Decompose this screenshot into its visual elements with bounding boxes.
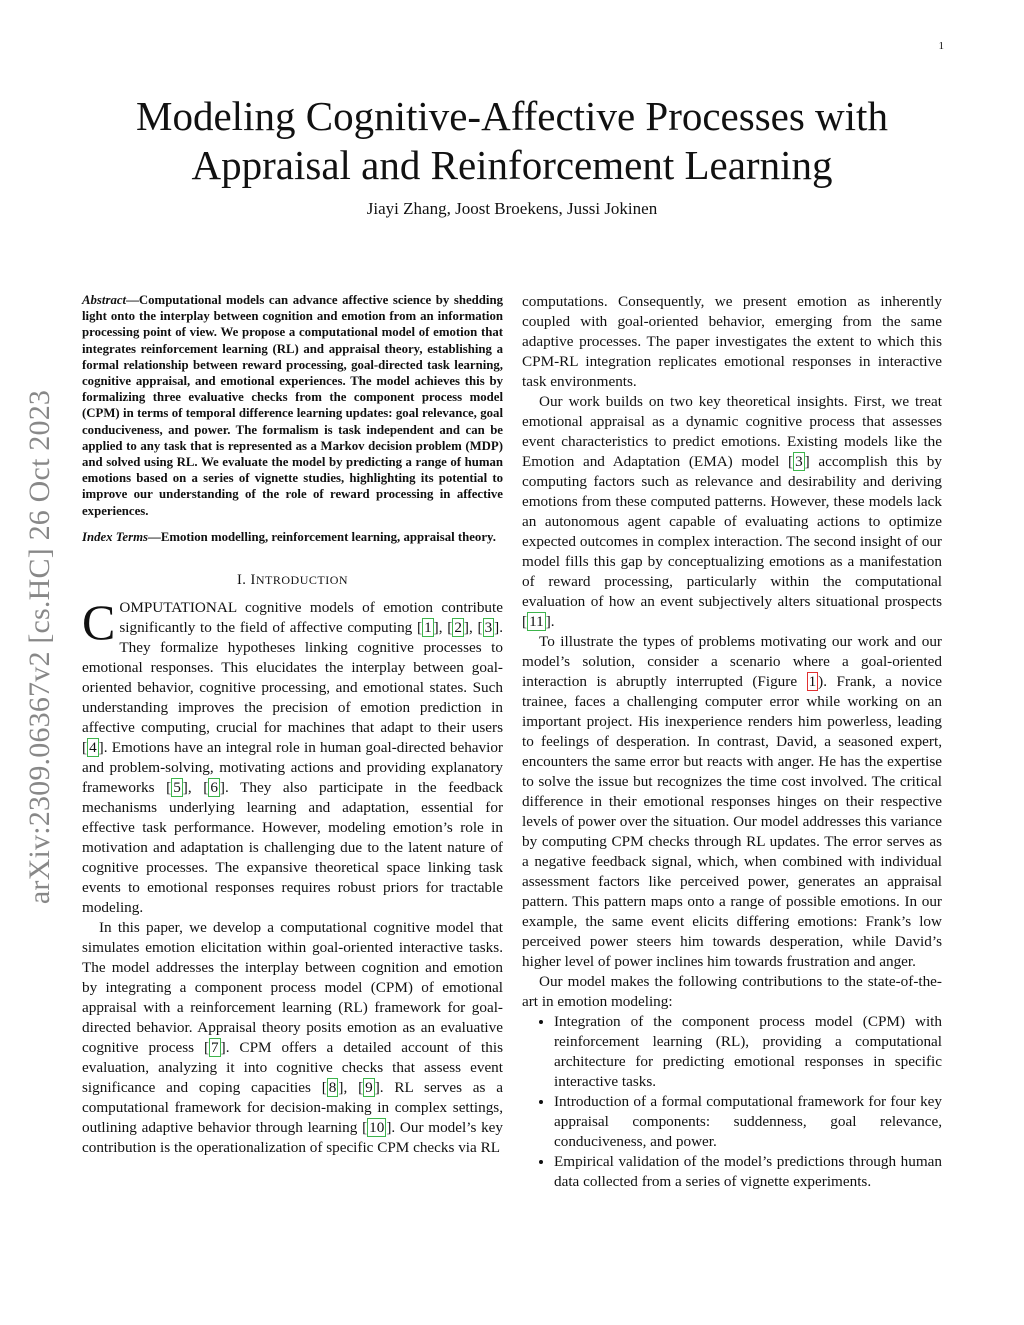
citation-link[interactable]: 3 <box>795 453 803 470</box>
title-line-1: Modeling Cognitive-Affective Processes with <box>136 93 888 139</box>
citation-link[interactable]: 10 <box>369 1119 385 1137</box>
index-terms <box>82 529 503 545</box>
text: . They formalize hypotheses linking cognitive processes to emotional responses. This elucidates the interplay between goal-oriented behavior, cognitive processing, and emotional states. Such understanding improves the precision of emotion prediction in affective computing, crucial for machines that adapt to their users <box>82 619 504 737</box>
text: ). Frank, a novice trainee, faces a challenging computer error while working on an important project. His inexperience renders him powerless, leading to feelings of desperation. In contrast, David, a seasoned expert, encounters the same error but reacts with anger. He has the expertise to solve the issue but recognizes the time cost involved. The critical difference in their emotional responses hinges on their respective levels of power over the situation. Our model addresses this variance by computing CPM checks through RL updates. The error serves as a negative feedback signal, which, when combined with individual assessment factors like perceived power, generates an appraisal pattern. This pattern maps onto a range of possible emotions. In our example, the same event elicits differing emotions: Frank’s low perceived power steers him towards desperation, while David’s higher level of power inclines him towards frustration and anger. <box>522 673 942 970</box>
index-terms-text: —Emotion modelling, reinforcement learning, appraisal theory. <box>148 529 496 544</box>
text: . Our model’s key contribution is the operationalization of specific CPM checks via RL <box>82 1119 504 1157</box>
citation-link[interactable]: 4 <box>89 739 97 757</box>
right-paragraph-1: computations. Consequently, we present emotion as inherently coupled with goal-oriented behavior, emerging from the same adaptive processes. The paper investigates the extent to which this CPM-RL integration replicates emotional responses in interactive task environments. <box>522 293 942 390</box>
dropcap: C <box>82 594 116 651</box>
text: Our work builds on two key theoretical insights. First, we treat emotional appraisal as a dynamic cognitive process that assesses event characteristics to predict emotions. Existing models like the Emotion and Adaptation (EMA) model <box>522 393 942 470</box>
arxiv-identifier: arXiv:2309.06367v2 [cs.HC] 26 Oct 2023 <box>23 389 56 905</box>
contributions-list <box>522 1012 942 1192</box>
citation-link[interactable]: 5 <box>173 779 181 797</box>
citation-link[interactable]: 1 <box>424 619 432 637</box>
text: , <box>468 619 478 637</box>
page-number: 1 <box>938 40 944 52</box>
text: accomplish this by computing factors such as relevance and desirability and deriving emotions from these computed patterns. However, these models lack an autonomous agent capable of evaluating actions to optimize expected outcomes in complex interaction. The second insight of our model fills this gap by conceptualizing emotions as a manifestation of reward processing, particularly within the computational evaluation of how an event subjectively alters situational prospects <box>522 453 942 610</box>
citation-link[interactable]: 2 <box>454 619 462 637</box>
index-terms-label: Index Terms <box>82 529 149 544</box>
section-title-rest: NTRODUCTION <box>255 573 349 588</box>
citation-link[interactable]: 9 <box>365 1079 373 1097</box>
intro-paragraph-1: COMPUTATIONAL cognitive models of emotion contribute significantly to the field of affective computing [ 1 ], [ 2 ], [ 3 ]. They formalize hypotheses linking cognitive processes to emotional responses. This elucidates the interplay between goal-oriented behavior, cognitive processing, and emotional states. Such understanding improves the precision of emotion prediction in affective computing, crucial for machines that adapt to their users [ 4 ]. Emotions have an integral role in human goal-directed behavior and problem-solving, motivating actions and providing explanatory frameworks [ 5 ], [ 6 ]. They also participate in the feedback mechanisms underlying learning and adaptation, essential for effective task performance. However, modeling emotion’s role in motivation and adaptation is challenging due to the latent nature of cognitive processes. The expansive theoretical space linking task events to emotional responses requires robust priors for tractable modeling. <box>82 594 504 917</box>
section-title-initial: I <box>250 572 256 589</box>
figure-link[interactable]: 1 <box>808 673 817 690</box>
abstract-label: Abstract <box>82 293 127 307</box>
authors: Jiayi Zhang, Joost Broekens, Jussi Jokinen <box>366 199 658 218</box>
text: , <box>187 779 204 797</box>
text: To illustrate the types of problems motivating our work and our model’s solution, consider a scenario where a goal-oriented interaction is abruptly interrupted (Figure <box>522 633 942 690</box>
citation-link[interactable]: 7 <box>211 1039 219 1057</box>
paper-title <box>0 92 1024 190</box>
right-paragraph-3 <box>522 632 942 972</box>
citation-link[interactable]: 3 <box>484 619 493 637</box>
right-paragraph-2: Our work builds on two key theoretical insights. First, we treat emotional appraisal as a dynamic cognitive process that assesses event characteristics to predict emotions. Existing models like the Emotion and Adaptation (EMA) model [ 3 ] accomplish this by computing factors such as relevance and desirability and deriving emotions from these computed patterns. However, these models lack an autonomous agent capable of evaluating actions to optimize expected outcomes in complex interaction. The second insight of our model fills this gap by conceptualizing emotions as a manifestation of reward processing, particularly within the computational evaluation of how an event subjectively alters situational prospects [ 11 ]. <box>522 393 942 630</box>
text: . CPM offers a detailed account of this evaluation, analyzing it into cognitive checks that assess event significance and coping capacities <box>82 1039 503 1097</box>
citation-link[interactable]: 11 <box>529 613 544 630</box>
text: , <box>438 619 448 637</box>
right-column <box>522 292 942 1192</box>
list-item: • Integration of the component process model (CPM) with reinforcement learning (RL), providing a computational architecture for predicting emotional responses in specific interactive tasks. <box>554 1012 942 1092</box>
text: , <box>343 1079 359 1097</box>
abstract <box>82 292 503 519</box>
text: . <box>550 613 555 630</box>
list-item: • Introduction of a formal computational framework for four key appraisal components: suddenness, goal relevance, conduciveness, and power. <box>554 1092 942 1152</box>
text: In this paper, we develop a computational cognitive model that simulates emotion elicitation within goal-oriented interactive tasks. The model addresses the interplay between cognition and emotion by integrating a component process model (CPM) of emotional appraisal with a reinforcement learning (RL) framework for goal-directed behavior. Appraisal theory posits emotion as an evaluative cognitive process <box>82 919 503 1057</box>
right-paragraph-4: Our model makes the following contributions to the state-of-the-art in emotion modeling: <box>522 973 942 1010</box>
arxiv-sidebar <box>16 352 64 942</box>
title-line-2: Appraisal and Reinforcement Learning <box>191 142 833 188</box>
citation-link[interactable]: 6 <box>210 779 218 797</box>
citation-link[interactable]: 8 <box>328 1079 337 1097</box>
text: OMPUTATIONAL cognitive models of emotion contribute significantly to the field of affective computing <box>119 599 503 637</box>
list-item: • Empirical validation of the model’s predictions through human data collected from a series of vignette experiments. <box>554 1152 942 1192</box>
abstract-text: —Computational models can advance affective science by shedding light onto the interplay between cognition and emotion from an information processing point of view. We propose a computational model of emotion that integrates reinforcement learning (RL) and appraisal theory, establishing a formal relationship between reward processing, goal-directed task learning, cognitive appraisal, and emotional experiences. The model achieves this by formalizing three evaluative checks from the component process model (CPM) in terms of temporal difference learning updates: goal relevance, goal conduciveness, and power. The formalism is task independent and can be applied to any task that is represented as a Markov decision problem (MDP) and solved using RL. We evaluate the model by predicting a range of human emotions based on a series of vignette studies, highlighting its potential to improve our understanding of the role of reward processing in affective experiences. <box>82 293 503 518</box>
section-heading <box>82 570 503 590</box>
text: . Emotions have an integral role in human goal-directed behavior and problem-solving, motivating actions and providing explanatory frameworks <box>82 739 503 797</box>
intro-paragraph-2: In this paper, we develop a computational cognitive model that simulates emotion elicitation within goal-oriented interactive tasks. The model addresses the interplay between cognition and emotion by integrating a component process model (CPM) of emotional appraisal with a reinforcement learning (RL) framework for goal-directed behavior. Appraisal theory posits emotion as an evaluative cognitive process [ 7 ]. CPM offers a detailed account of this evaluation, analyzing it into cognitive checks that assess event significance and coping capacities [ 8 ], [ 9 ]. RL serves as a computational framework for decision-making in complex settings, outlining adaptive behavior through learning [ 10 ]. Our model’s key contribution is the operationalization of specific CPM checks via RL <box>82 919 504 1157</box>
section-number: I. <box>236 572 247 589</box>
left-column <box>82 292 503 1158</box>
text: . They also participate in the feedback mechanisms underlying learning and adaptation, essential for effective task performance. However, modeling emotion’s role in motivation and adaptation is challenging due to the latent nature of cognitive processes. The expansive theoretical space linking task events to emotional responses requires robust priors for tractable modeling. <box>82 779 504 917</box>
text: . RL serves as a computational framework for decision-making in complex settings, outlining adaptive behavior through learning <box>82 1079 503 1137</box>
